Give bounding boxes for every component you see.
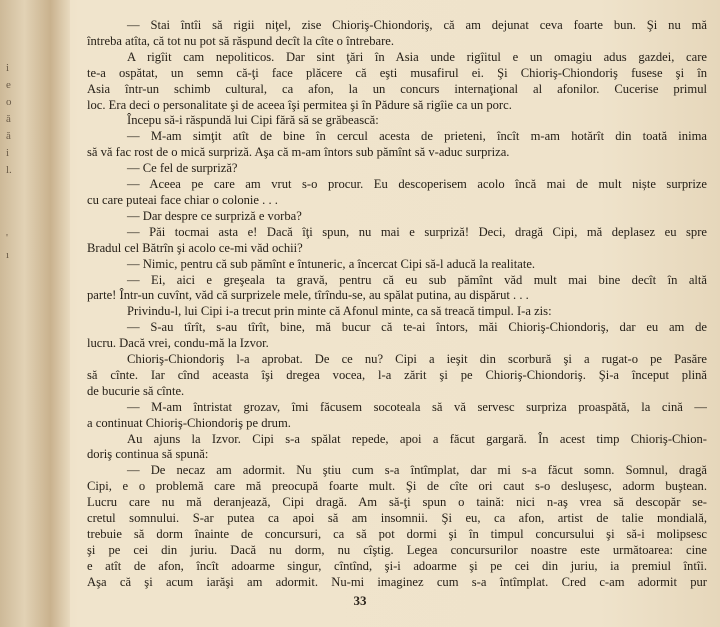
text-line: Lucru care nu mă deranjează, Cipi dragă. Am să-ţi spun o taină: nici n-aş vrea să descopăr se- — [87, 495, 707, 510]
page-body-text — [87, 18, 707, 591]
edge-fragment: i — [6, 62, 10, 74]
text-line: — M-am întristat grozav, îmi făcusem socoteala să vă servesc surpriza proaspătă, la cină — — [127, 399, 707, 414]
text-line: — M-am simţit atît de bine în cercul acesta de prieteni, încît m-am hotărît din toată inima — [127, 129, 707, 144]
edge-fragment: i — [6, 147, 10, 159]
text-line: să vă fac rost de o mică surpriză. Aşa că m-am întors sub pămînt să v-aduc surpriza. — [87, 145, 510, 160]
text-line: doriş continua să spună: — [87, 447, 209, 462]
text-line: Aşa că şi acum iarăşi am adormit. Nu-mi imaginez cum s-a întîmplat. Cred c-am adormit pur — [87, 574, 707, 589]
text-line: — Dar despre ce surpriză e vorba? — [127, 208, 302, 223]
text-line: lucru. Dacă vrei, condu-mă la Izvor. — [87, 336, 269, 351]
text-line: Cipi, e o problemă care mă preocupă foarte mult. Şi de cîte ori caut s-o deslușesc, adorm buştean. — [87, 479, 707, 494]
edge-fragment: o — [6, 96, 12, 108]
text-line: te-a ospătat, un semn că-ţi face plăcere că eşti musafirul ei. Şi Chioriş-Chiondoriş fusese şi în — [87, 65, 707, 80]
text-line: — Nimic, pentru că sub pămînt e întuneric, a încercat Cipi să-l aducă la realitate. — [127, 256, 536, 271]
edge-fragment: l. — [6, 164, 12, 176]
text-line: de bucurie să cînte. — [87, 383, 185, 398]
text-line: cu care puteai face chiar o colonie . . . — [87, 192, 278, 207]
edge-fragment — [6, 179, 20, 196]
text-line: să cînte. Iar cînd aceasta îşi dregea vocea, l-a zărit şi pe Chioriş-Chiondoriş. Şi-a început plină — [87, 367, 707, 382]
text-line: şi pe cei din juriu. Dacă nu dorm, nu cîştig. Legea concursurilor noastre este următoarea: cine — [87, 542, 707, 557]
edge-fragment: ă — [6, 113, 11, 125]
text-line: — Ei, aici e greşeala ta gravă, pentru că eu sub pămînt văd mult mai bine decît în altă — [127, 272, 707, 287]
text-line: — Păi tocmai asta e! Dacă îţi spun, nu mai e surpriză! Deci, dragă Cipi, mă deplasez eu spre — [127, 224, 707, 239]
text-line: loc. Era deci o personalitate şi de aceea îşi permitea şi în Pădure să rigîie ca un porc. — [87, 97, 512, 112]
text-line: A rigîit cam nepoliticos. Dar sint ţări în Asia unde rigîitul e un omagiu adus gazdei, care — [127, 49, 707, 64]
text-line: — Stai întîi să rigii niţel, zise Chioriş-Chiondoriş, că am dejunat ceva foarte bun. Şi nu mă — [127, 18, 707, 32]
left-page-edge-fragments — [6, 60, 20, 264]
text-line: Asia într-un schimb cultural, ca afon, la un concurs internaţional al afonilor. Cucerise primul — [87, 81, 707, 96]
text-line: cretul somnului. S-ar putea ca apoi să am insomnii. Şi eu, ca afon, artist de talie mondială, — [87, 511, 707, 526]
page-number: 33 — [353, 593, 367, 608]
text-line: Bradul cel Bătrîn şi acolo ce-mi văd ochii? — [87, 240, 303, 255]
edge-fragment — [6, 213, 20, 230]
text-line: parte! Într-un cuvînt, văd că surprizele mele, tîrîndu-se, au spălat putina, au dispărut . . . — [87, 288, 529, 303]
text-line: trebuie să dorm înainte de concursuri, ca să pot dormi şi în timpul concursului şi să-i molipsesc — [87, 527, 707, 541]
edge-fragment: e — [6, 79, 11, 91]
text-line: — Aceea pe care am vrut s-o procur. Eu descoperisem acolo încă mai de mult niște surprize — [127, 177, 707, 192]
edge-fragment: ă — [6, 130, 11, 142]
text-line: Chioriş-Chiondoriş l-a aprobat. De ce nu? Cipi a ieşit din scorbură şi a rugat-o pe Pasăre — [127, 352, 707, 367]
text-line: e atît de afon, încît adoarme singur, cîntînd, şi-i adoarme şi pe cei din juriu, ia premiul întîi. — [87, 558, 707, 573]
text-line: Privindu-l, lui Cipi i-a trecut prin minte că Afonul minte, ca să treacă timpul. I-a zis: — [127, 304, 552, 319]
text-line: — S-au tîrît, s-au tîrît, bine, mă bucur că te-ai întors, măi Chioriş-Chiondoriş, dar eu am de — [127, 320, 707, 335]
text-line: — De necaz am adormit. Nu ştiu cum s-a întîmplat, dar mi s-a făcut somn. Somnul, dragă — [127, 463, 707, 478]
text-line: Începu să-i răspundă lui Cipi fără să se grăbească: — [127, 113, 379, 128]
text-line: întreba atîta, că tot nu pot să răspund decît la cîte o întrebare. — [87, 33, 395, 48]
edge-fragment: ı — [6, 249, 10, 261]
text-line: Au ajuns la Izvor. Cipi s-a spălat repede, apoi a făcut gargară. În acest timp Chioriş-Chion- — [127, 431, 707, 446]
text-line: a continuat Chioriş-Chiondoriş pe drum. — [87, 415, 291, 430]
edge-fragment: ' — [6, 232, 8, 244]
edge-fragment — [6, 196, 20, 213]
text-line: — Ce fel de surpriză? — [127, 161, 238, 176]
